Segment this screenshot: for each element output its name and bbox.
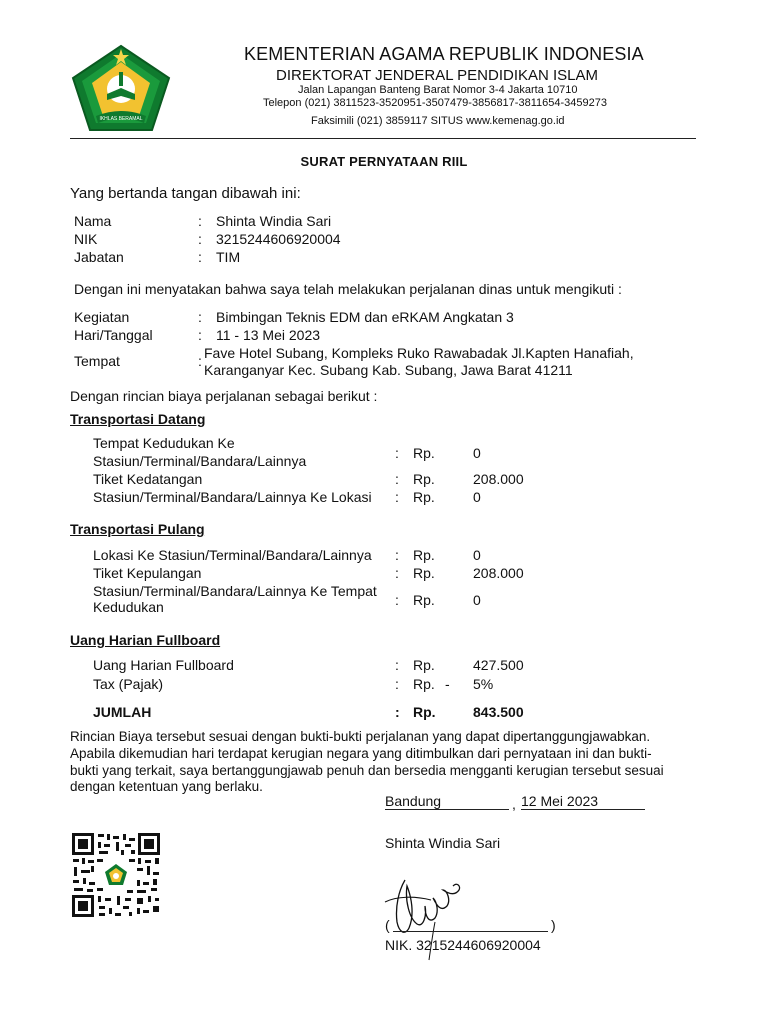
signature-open-paren: ( [385,917,390,933]
section-title-arrival: Transportasi Datang [70,411,206,427]
position-value: TIM [216,249,241,265]
cost-intro: Dengan rincian biaya perjalanan sebagai berikut : [70,388,378,404]
name-value: Shinta Windia Sari [216,213,332,229]
cost-amount: 5% [473,676,494,692]
cost-label: Stasiun/Terminal/Bandara/Lainnya Ke Tempat [93,583,377,599]
section-title-allowance: Uang Harian Fullboard [70,632,221,648]
cost-currency: Rp. [413,489,435,505]
place-colon: : [198,353,202,369]
position-label: Jabatan [74,249,124,265]
cost-label-cont: Kedudukan [93,599,164,615]
qr-code [71,832,161,918]
section-title-return: Transportasi Pulang [70,521,205,537]
cost-label-cont: Stasiun/Terminal/Bandara/Lainnya [93,453,307,469]
closing-line-2: Apabila dikemudian hari terdapat kerugian negara yang ditimbulkan dari pernyataan ini dan bukti- [70,746,652,761]
cost-currency: Rp. [413,592,435,608]
statement-text: Dengan ini menyatakan bahwa saya telah melakukan perjalanan dinas untuk mengikuti : [74,281,622,297]
cost-amount: 427.500 [473,657,524,673]
signature-comma: , [512,796,516,812]
signature-city: Bandung [385,793,509,810]
ministry-name: KEMENTERIAN AGAMA REPUBLIK INDONESIA [244,44,644,64]
place-line-1: Fave Hotel Subang, Kompleks Ruko Rawabadak Jl.Kapten Hanafiah, [204,345,634,361]
cost-currency: Rp. [413,676,435,692]
name-label: Nama [74,213,112,229]
address: Jalan Lapangan Banteng Barat Nomor 3-4 Jakarta 10710 [298,84,578,96]
cost-label: Lokasi Ke Stasiun/Terminal/Bandara/Lainnya [93,547,372,563]
cost-colon: : [395,547,399,563]
cost-amount: 208.000 [473,565,524,581]
cost-colon: : [395,471,399,487]
total-colon: : [395,704,400,720]
cost-label: Tiket Kedatangan [93,471,203,487]
total-label: JUMLAH [93,704,152,720]
cost-label: Tiket Kepulangan [93,565,202,581]
cost-colon: : [395,657,399,673]
cost-currency: Rp. [413,547,435,563]
place-label: Tempat [74,353,120,369]
signatory-nik: NIK. 3215244606920004 [385,937,541,953]
signatory-name: Shinta Windia Sari [385,835,501,851]
closing-line-4: dengan ketentuan yang berlaku. [70,779,263,794]
date-colon: : [198,327,202,343]
cost-colon: : [395,676,399,692]
total-amount: 843.500 [473,704,524,720]
cost-label: Tempat Kedudukan Ke [93,435,235,451]
intro-text: Yang bertanda tangan dibawah ini: [70,185,301,202]
phone: Telepon (021) 3811523-3520951-3507479-3856817-3811654-3459273 [263,97,607,109]
cost-amount: 0 [473,547,481,563]
cost-currency: Rp. [413,565,435,581]
cost-amount: 0 [473,489,481,505]
cost-colon: : [395,445,399,461]
name-colon: : [198,213,202,229]
cost-dash: - [445,676,450,692]
signature-close-paren: ) [551,917,556,933]
cost-currency: Rp. [413,445,435,461]
ministry-logo [70,44,172,132]
closing-line-3: bukti yang terkait, saya bertanggungjawab penuh dan bersedia mengganti kerugian tersebut sesuai [70,763,664,778]
nik-value: 3215244606920004 [216,231,341,247]
signature-line [393,931,548,932]
cost-currency: Rp. [413,657,435,673]
place-line-2: Karanganyar Kec. Subang Kab. Subang, Jawa Barat 41211 [204,362,573,378]
cost-amount: 208.000 [473,471,524,487]
nik-colon: : [198,231,202,247]
total-currency: Rp. [413,704,436,720]
cost-colon: : [395,592,399,608]
fax-website: Faksimili (021) 3859117 SITUS www.kemenag.go.id [311,115,565,127]
cost-currency: Rp. [413,471,435,487]
date-value: 11 - 13 Mei 2023 [216,327,321,343]
position-colon: : [198,249,202,265]
cost-label: Stasiun/Terminal/Bandara/Lainnya Ke Lokasi [93,489,372,505]
cost-amount: 0 [473,592,481,608]
nik-label: NIK [74,231,98,247]
logo-text: IKHLAS BERAMAL [99,116,143,122]
activity-colon: : [198,309,202,325]
cost-amount: 0 [473,445,481,461]
activity-label: Kegiatan [74,309,130,325]
document-title: SURAT PERNYATAAN RIIL [300,154,468,169]
closing-line-1: Rincian Biaya tersebut sesuai dengan bukti-bukti perjalanan yang dapat dipertanggungjawabkan. [70,729,651,744]
cost-colon: : [395,489,399,505]
signature-date: 12 Mei 2023 [521,793,645,810]
cost-colon: : [395,565,399,581]
activity-value: Bimbingan Teknis EDM dan eRKAM Angkatan 3 [216,309,514,325]
date-label: Hari/Tanggal [74,327,153,343]
directorate-name: DIREKTORAT JENDERAL PENDIDIKAN ISLAM [276,67,599,84]
cost-label: Tax (Pajak) [93,676,164,692]
header-divider [70,138,696,139]
cost-label: Uang Harian Fullboard [93,657,234,673]
